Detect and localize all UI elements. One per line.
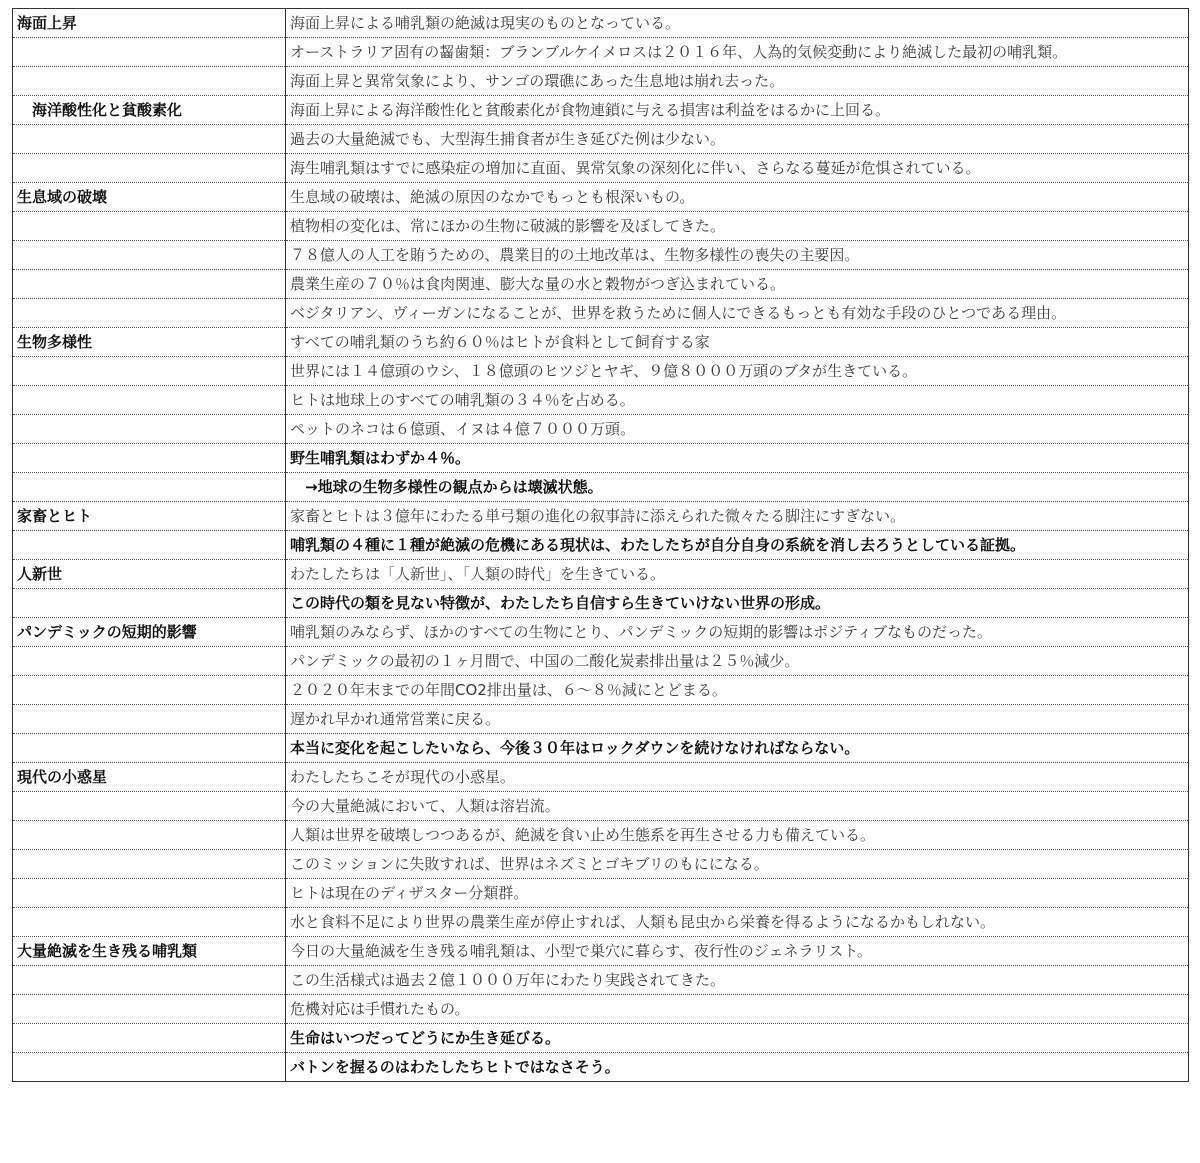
- table-row: [13, 270, 1189, 299]
- note-cell[interactable]: 海面上昇による哺乳類の絶滅は現実のものとなっている。: [286, 9, 1189, 38]
- category-cell[interactable]: [13, 821, 286, 850]
- category-cell[interactable]: [13, 589, 286, 618]
- category-cell[interactable]: [13, 734, 286, 763]
- note-cell[interactable]: わたしたちは「人新世」、「人類の時代」を生きている。: [286, 560, 1189, 589]
- category-cell[interactable]: 人新世: [13, 560, 286, 589]
- table-row: [13, 67, 1189, 96]
- note-cell[interactable]: 海面上昇による海洋酸性化と貧酸素化が食物連鎖に与える損害は利益をはるかに上回る。: [286, 96, 1189, 125]
- note-cell[interactable]: 農業生産の７０％は食肉関連、膨大な量の水と穀物がつぎ込まれている。: [286, 270, 1189, 299]
- note-cell[interactable]: 植物相の変化は、常にほかの生物に破滅的影響を及ぼしてきた。: [286, 212, 1189, 241]
- note-cell[interactable]: パンデミックの最初の１ヶ月間で、中国の二酸化炭素排出量は２５％減少。: [286, 647, 1189, 676]
- note-cell[interactable]: オーストラリア固有の齧歯類：ブランブルケイメロスは２０１６年、人為的気候変動により絶滅した最初の哺乳類。: [286, 38, 1189, 67]
- category-cell[interactable]: 現代の小惑星: [13, 763, 286, 792]
- category-cell[interactable]: [13, 1053, 286, 1082]
- category-cell[interactable]: [13, 125, 286, 154]
- category-cell[interactable]: [13, 1024, 286, 1053]
- table-row: [13, 125, 1189, 154]
- table-row: [13, 705, 1189, 734]
- category-cell[interactable]: [13, 444, 286, 473]
- note-cell[interactable]: 本当に変化を起こしたいなら、今後３０年はロックダウンを続けなければならない。: [286, 734, 1189, 763]
- category-cell[interactable]: 大量絶滅を生き残る哺乳類: [13, 937, 286, 966]
- note-cell[interactable]: 生息域の破壊は、絶滅の原因のなかでもっとも根深いもの。: [286, 183, 1189, 212]
- table-row: [13, 589, 1189, 618]
- table-row: [13, 96, 1189, 125]
- note-cell[interactable]: ２０２０年末までの年間CO2排出量は、６～８％減にとどまる。: [286, 676, 1189, 705]
- category-cell[interactable]: 海洋酸性化と貧酸素化: [13, 96, 286, 125]
- note-cell[interactable]: 哺乳類のみならず、ほかのすべての生物にとり、パンデミックの短期的影響はポジティブなものだった。: [286, 618, 1189, 647]
- table-row: [13, 38, 1189, 67]
- category-cell[interactable]: [13, 995, 286, 1024]
- category-cell[interactable]: 生物多様性: [13, 328, 286, 357]
- category-cell[interactable]: [13, 415, 286, 444]
- category-cell[interactable]: [13, 705, 286, 734]
- table-row: [13, 241, 1189, 270]
- table-row: [13, 763, 1189, 792]
- table-row: [13, 821, 1189, 850]
- note-cell[interactable]: すべての哺乳類のうち約６０％はヒトが食料として飼育する家: [286, 328, 1189, 357]
- category-cell[interactable]: [13, 38, 286, 67]
- note-cell[interactable]: 人類は世界を破壊しつつあるが、絶滅を食い止め生態系を再生させる力も備えている。: [286, 821, 1189, 850]
- table-row: [13, 995, 1189, 1024]
- note-cell[interactable]: 危機対応は手慣れたもの。: [286, 995, 1189, 1024]
- note-cell[interactable]: 生命はいつだってどうにか生き延びる。: [286, 1024, 1189, 1053]
- note-cell[interactable]: ベジタリアン、ヴィーガンになることが、世界を救うために個人にできるもっとも有効な手段のひとつである理由。: [286, 299, 1189, 328]
- note-cell[interactable]: 水と食料不足により世界の農業生産が停止すれば、人類も昆虫から栄養を得るようになるかもしれない。: [286, 908, 1189, 937]
- note-cell[interactable]: 今の大量絶滅において、人類は溶岩流。: [286, 792, 1189, 821]
- category-cell[interactable]: [13, 67, 286, 96]
- category-cell[interactable]: [13, 154, 286, 183]
- note-cell[interactable]: ペットのネコは６億頭、イヌは４億７０００万頭。: [286, 415, 1189, 444]
- table-row: [13, 299, 1189, 328]
- category-cell[interactable]: [13, 647, 286, 676]
- table-row: [13, 908, 1189, 937]
- table-row: [13, 212, 1189, 241]
- note-cell[interactable]: 海面上昇と異常気象により、サンゴの環礁にあった生息地は崩れ去った。: [286, 67, 1189, 96]
- table-row: [13, 328, 1189, 357]
- table-row: [13, 1053, 1189, 1082]
- category-cell[interactable]: 海面上昇: [13, 9, 286, 38]
- note-cell[interactable]: 今日の大量絶滅を生き残る哺乳類は、小型で巣穴に暮らす、夜行性のジェネラリスト。: [286, 937, 1189, 966]
- table-row: [13, 560, 1189, 589]
- table-row: [13, 183, 1189, 212]
- note-cell[interactable]: ７８億人の人工を賄うための、農業目的の土地改革は、生物多様性の喪失の主要因。: [286, 241, 1189, 270]
- category-cell[interactable]: 家畜とヒト: [13, 502, 286, 531]
- table-row: [13, 386, 1189, 415]
- notes-table-body: [13, 9, 1189, 1082]
- table-row: [13, 618, 1189, 647]
- category-cell[interactable]: [13, 879, 286, 908]
- category-cell[interactable]: パンデミックの短期的影響: [13, 618, 286, 647]
- table-row: [13, 879, 1189, 908]
- note-cell[interactable]: この生活様式は過去２億１０００万年にわたり実践されてきた。: [286, 966, 1189, 995]
- note-cell[interactable]: わたしたちこそが現代の小惑星。: [286, 763, 1189, 792]
- table-row: [13, 444, 1189, 473]
- table-row: [13, 154, 1189, 183]
- notes-table: [12, 8, 1189, 1082]
- table-row: [13, 966, 1189, 995]
- table-row: [13, 850, 1189, 879]
- note-cell[interactable]: 過去の大量絶滅でも、大型海生捕食者が生き延びた例は少ない。: [286, 125, 1189, 154]
- category-cell[interactable]: [13, 299, 286, 328]
- table-row: [13, 502, 1189, 531]
- table-row: [13, 676, 1189, 705]
- category-cell[interactable]: [13, 792, 286, 821]
- category-cell[interactable]: [13, 357, 286, 386]
- note-cell[interactable]: ヒトは現在のディザスター分類群。: [286, 879, 1189, 908]
- table-row: [13, 473, 1189, 502]
- table-row: [13, 357, 1189, 386]
- note-cell[interactable]: このミッションに失敗すれば、世界はネズミとゴキブリのもにになる。: [286, 850, 1189, 879]
- note-cell[interactable]: 家畜とヒトは３億年にわたる単弓類の進化の叙事詩に添えられた微々たる脚注にすぎない。: [286, 502, 1189, 531]
- note-cell[interactable]: →地球の生物多様性の観点からは壊滅状態。: [286, 473, 1189, 502]
- category-cell[interactable]: [13, 908, 286, 937]
- category-cell[interactable]: [13, 966, 286, 995]
- table-row: [13, 9, 1189, 38]
- note-cell[interactable]: 遅かれ早かれ通常営業に戻る。: [286, 705, 1189, 734]
- category-cell[interactable]: [13, 212, 286, 241]
- table-row: [13, 647, 1189, 676]
- table-row: [13, 415, 1189, 444]
- note-cell[interactable]: 海生哺乳類はすでに感染症の増加に直面、異常気象の深刻化に伴い、さらなる蔓延が危惧されている。: [286, 154, 1189, 183]
- category-cell[interactable]: 生息域の破壊: [13, 183, 286, 212]
- note-cell[interactable]: 哺乳類の４種に１種が絶滅の危機にある現状は、わたしたちが自分自身の系統を消し去ろうとしている証拠。: [286, 531, 1189, 560]
- table-row: [13, 734, 1189, 763]
- note-cell[interactable]: 野生哺乳類はわずか４％。: [286, 444, 1189, 473]
- note-cell[interactable]: 世界には１４億頭のウシ、１８億頭のヒツジとヤギ、９億８０００万頭のブタが生きている。: [286, 357, 1189, 386]
- table-row: [13, 937, 1189, 966]
- table-row: [13, 1024, 1189, 1053]
- category-cell[interactable]: [13, 241, 286, 270]
- table-row: [13, 531, 1189, 560]
- table-row: [13, 792, 1189, 821]
- note-cell[interactable]: この時代の類を見ない特徴が、わたしたち自信すら生きていけない世界の形成。: [286, 589, 1189, 618]
- category-cell[interactable]: [13, 676, 286, 705]
- note-cell[interactable]: バトンを握るのはわたしたちヒトではなさそう。: [286, 1053, 1189, 1082]
- category-cell[interactable]: [13, 386, 286, 415]
- category-cell[interactable]: [13, 531, 286, 560]
- category-cell[interactable]: [13, 270, 286, 299]
- category-cell[interactable]: [13, 473, 286, 502]
- note-cell[interactable]: ヒトは地球上のすべての哺乳類の３４％を占める。: [286, 386, 1189, 415]
- category-cell[interactable]: [13, 850, 286, 879]
